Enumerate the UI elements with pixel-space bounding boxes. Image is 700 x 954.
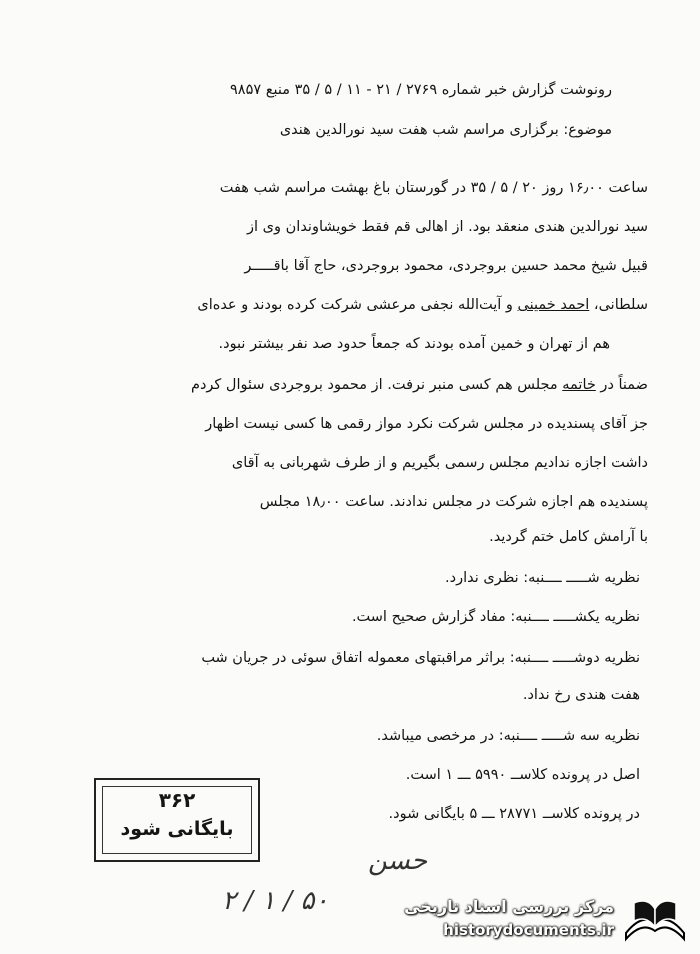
body-line-3: قبیل شیخ محمد حسین بروجردی، محمود بروجردی، حاج آقا باقـــــر: [244, 258, 648, 274]
handwritten-signature: حسن: [368, 846, 428, 876]
body-line-4-b: و آیت‌الله نجفی مرعشی شرکت کرده بودند و عده‌ای: [197, 297, 518, 313]
opinion-4: نظریه سه شـــــ ــــنبه: در مرخصی میباشد.: [376, 728, 640, 744]
watermark-url: historydocuments.ir: [443, 921, 614, 939]
body-line-6-b: مجلس هم کسی منبر نرفت. از محمود بروجردی سئوال کردم: [190, 377, 563, 393]
body-line-6: [191, 375, 648, 395]
archive-stamp: [94, 778, 260, 862]
file-copy: در پرونده کلاســ ۲۸۷۷۱ ـــ ۵ بایگانی شود.: [388, 806, 640, 822]
opinion-2: نظریه یکشـــــ ــــنبه: مفاد گزارش صحیح است.: [351, 609, 640, 625]
report-header: رونوشت گزارش خبر شماره ۲۷۶۹ / ۲۱ - ۱۱ / ۵ / ۳۵ منبع ۹۸۵۷: [230, 82, 612, 98]
body-line-2: سید نورالدین هندی منعقد بود. از اهالی قم فقط خویشاوندان وی از: [247, 219, 648, 235]
stamp-number: ۳۶۲: [158, 788, 196, 812]
body-line-7: جز آقای پسندیده در مجلس شرکت نکرد مواز رقمی ها کسی نیست اظهار: [205, 416, 648, 432]
handwritten-number: ۲ / ۱ / ۵۰: [222, 886, 329, 916]
stamp-text: بایگانی شود: [120, 818, 234, 840]
body-line-4: [197, 295, 648, 315]
body-line-5: هم از تهران و خمین آمده بودند که جمعاً حدود صد نفر بیشتر نبود.: [218, 336, 610, 352]
body-line-8: داشت اجازه ندادیم مجلس رسمی بگیریم و از طرف شهربانی به آقای: [231, 455, 648, 471]
body-line-6-a: ضمناً در: [595, 377, 648, 393]
subject-line: موضوع: برگزاری مراسم شب هفت سید نورالدین هندی: [279, 122, 612, 138]
opinion-1: نظریه شـــــ ــــنبه: نظری ندارد.: [445, 570, 640, 586]
body-line-1: ساعت ۱۶٫۰۰ روز ۲۰ / ۵ / ۳۵ در گورستان باغ بهشت مراسم شب هفت: [219, 180, 648, 196]
body-line-9: پسندیده هم اجازه شرکت در مجلس ندادند. ساعت ۱۸٫۰۰ مجلس: [259, 494, 648, 510]
book-logo-icon: [620, 893, 690, 945]
body-line-10: با آرامش کامل ختم گردید.: [489, 529, 648, 545]
opinion-3-cont: هفت هندی رخ نداد.: [522, 687, 640, 703]
watermark-title: مرکز بررسی اسناد تاریخی: [404, 897, 614, 916]
body-line-4-a: سلطانی،: [589, 297, 648, 313]
opinion-3: نظریه دوشـــــ ــــنبه: براثر مراقبتهای معموله اتفاق سوئی در جریان شب: [201, 650, 640, 666]
underlined-name: احمد خمینی: [517, 297, 590, 313]
underlined-word: خاتمه: [562, 377, 596, 393]
file-original: اصل در پرونده کلاســ ۵۹۹۰ ـــ ۱ است.: [405, 767, 640, 783]
